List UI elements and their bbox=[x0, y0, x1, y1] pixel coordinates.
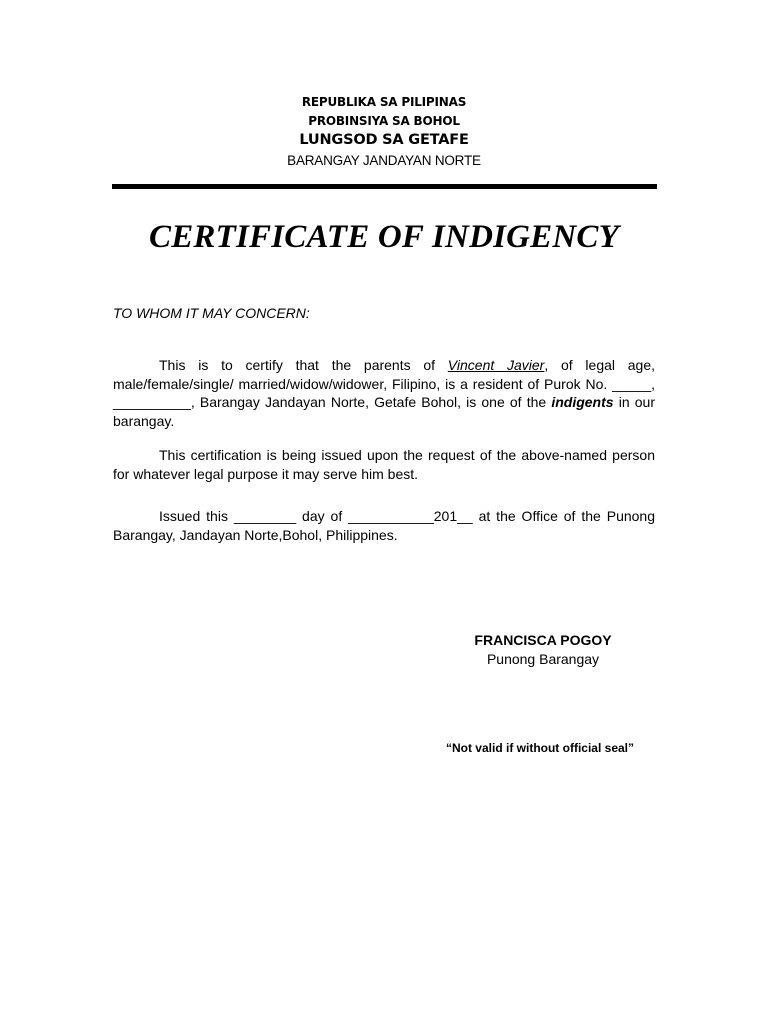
seal-note: “Not valid if without official seal” bbox=[445, 741, 634, 755]
header-province: PROBINSIYA SA BOHOL bbox=[308, 114, 460, 128]
header-republic: REPUBLIKA SA PILIPINAS bbox=[301, 95, 467, 109]
signatory-name: FRANCISCA POGOY bbox=[474, 632, 612, 648]
indigents-emphasis: indigents bbox=[551, 394, 614, 410]
recipient-name: Vincent Javier bbox=[447, 357, 545, 373]
header-barangay: BARANGAY JANDAYAN NORTE bbox=[287, 153, 481, 168]
paragraph-certification bbox=[113, 356, 655, 430]
paragraph1-start: This is to certify that the parents of bbox=[159, 357, 448, 373]
salutation: TO WHOM IT MAY CONCERN: bbox=[113, 305, 310, 321]
header-city: LUNGSOD SA GETAFE bbox=[299, 132, 469, 148]
paragraph1-middle: , of legal age, male/female/single/ married/widow/widower, Filipino, is a resident of Purok No. _____, __________, Barangay Jandayan Norte, Getafe Bohol, is one of the bbox=[113, 357, 655, 410]
paragraph-issued: Issued this ________ day of ___________201__ at the Office of the Punong Barangay, Jandayan Norte,Bohol, Philippines. bbox=[113, 508, 655, 543]
document-title: CERTIFICATE OF INDIGENCY bbox=[149, 219, 619, 255]
signatory-position: Punong Barangay bbox=[486, 651, 600, 667]
paragraph1-end: in our barangay. bbox=[113, 394, 655, 429]
paragraph-purpose: This certification is being issued upon the request of the above-named person for whatever legal purpose it may serve him best. bbox=[113, 447, 655, 482]
header-divider bbox=[112, 184, 657, 189]
